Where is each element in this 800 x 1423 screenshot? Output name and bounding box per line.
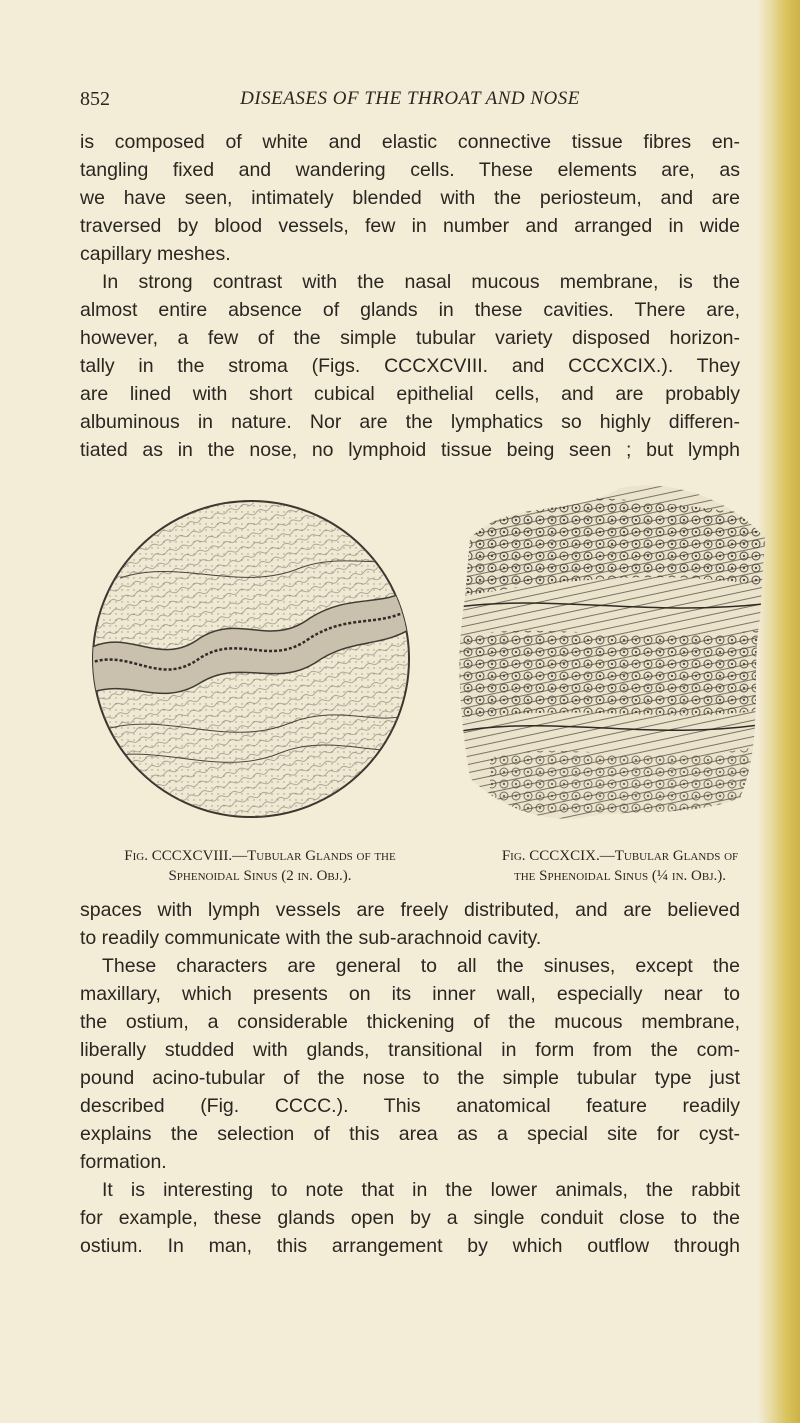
text-line: is composed of white and elastic connective tissue fibres en- [80,131,740,153]
text-line: for example, these glands open by a single conduit close to the [80,1207,740,1229]
text-line: however, a few of the simple tubular variety disposed horizon- [80,327,740,349]
running-head: DISEASES OF THE THROAT AND NOSE [240,88,580,109]
text-block-2 [80,896,740,1260]
figure-right-micrograph [450,478,772,824]
text-line: traversed by blood vessels, few in number and arranged in wide [80,215,740,237]
text-line: ostium. In man, this arrangement by which outflow through [80,1235,740,1257]
text-block-1 [80,128,740,464]
text-line: formation. [80,1151,167,1173]
text-line: the ostium, a considerable thickening of the mucous membrane, [80,1011,740,1033]
text-line: capillary meshes. [80,243,231,265]
figure-right-caption [440,846,800,886]
text-line: spaces with lymph vessels are freely distributed, and are believed [80,899,740,921]
text-line: tangling fixed and wandering cells. These elements are, as [80,159,740,181]
text-line: tiated as in the nose, no lymphoid tissue being seen ; but lymph [80,439,740,461]
text-line: In strong contrast with the nasal mucous membrane, is the [102,271,740,293]
caption-line: the Sphenoidal Sinus (¼ in. Obj.). [514,868,726,884]
figure-left-caption [80,846,440,886]
caption-line: Fig. CCCXCIX.—Tubular Glands of [501,848,739,864]
text-line: These characters are general to all the sinuses, except the [102,955,740,977]
text-line: albuminous in nature. Nor are the lymphatics so highly differen- [80,411,740,433]
text-line: maxillary, which presents on its inner wall, especially near to [80,983,740,1005]
page-number: 852 [80,88,110,110]
caption-line: Fig. CCCXCVIII.—Tubular Glands of the [124,848,396,864]
text-line: we have seen, intimately blended with the periosteum, and are [80,187,740,209]
text-line: tally in the stroma (Figs. CCCXCVIII. and CCCXCIX.). They [80,355,740,377]
page-header [80,88,740,118]
text-line: pound acino-tubular of the nose to the simple tubular type just [80,1067,740,1089]
text-line: It is interesting to note that in the lower animals, the rabbit [102,1179,740,1201]
figure-left-micrograph [90,498,412,820]
text-line: liberally studded with glands, transitional in form from the com- [80,1039,740,1061]
caption-line: Sphenoidal Sinus (2 in. Obj.). [168,868,352,884]
text-line: explains the selection of this area as a special site for cyst- [80,1123,740,1145]
text-line: are lined with short cubical epithelial cells, and are probably [80,383,740,405]
text-line: to readily communicate with the sub-arachnoid cavity. [80,927,542,949]
text-line: described (Fig. CCCC.). This anatomical feature readily [80,1095,740,1117]
text-line: almost entire absence of glands in these cavities. There are, [80,299,740,321]
